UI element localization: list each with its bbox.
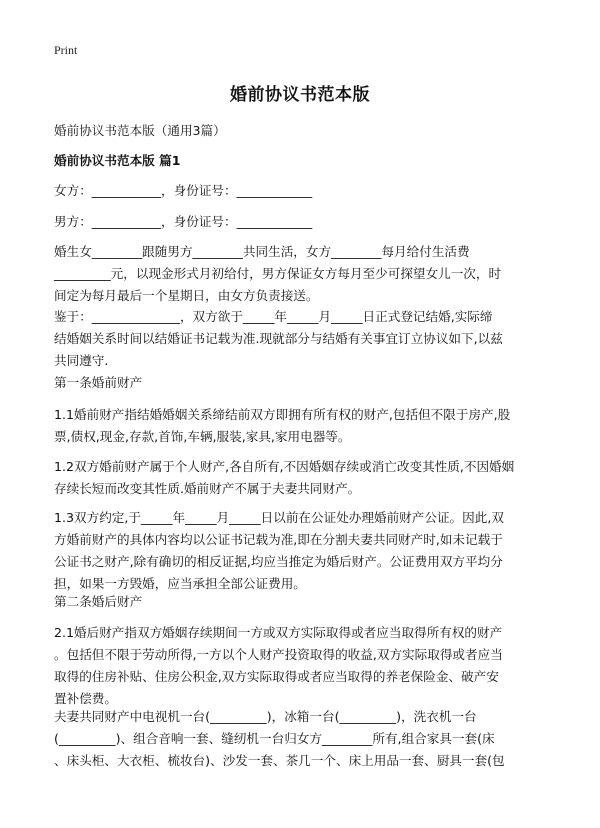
paragraph-joint-property: 夫妻共同财产中电视机一台(_________)，冰箱一台(_________)，洗衣机一台 (_________)、组合音响一套、缝纫机一台归女方________所有,组合家具一套(床 、床头柜、大衣柜、梳妆台)、沙发一套、茶几一个、床上用品一套、厨具一套(包 [54,709,505,768]
document-subtitle: 婚前协议书范本版（通用3篇） [54,123,226,138]
article-1-heading: 第一条婚前财产 [54,375,143,390]
female-party-line: 女方：___________，身份证号：____________ [54,183,313,198]
paragraph-1-2: 1.2双方婚前财产属于个人财产,各自所有,不因婚姻存续或消亡改变其性质,不因婚姻 存续长短而改变其性质.婚前财产不属于夫妻共同财产。 [54,459,515,496]
paragraph-preamble: 鉴于：______________，双方欲于_____年_____月_____日正式登记结婚,实际缔 结婚姻关系时间以结婚证书记载为准.现就部分与结婚有关事宜订立协议如下,以兹 共同遵守. [54,309,503,368]
male-party-line: 男方：___________，身份证号：____________ [54,214,313,229]
paragraph-custody: 婚生女________跟随男方________共同生活，女方________每月给付生活费 _________元，以现金形式月初给付，男方保证女方每月至少可探望女儿一次，时 间定为每月最后一个星期日，由女方负责接送。 [54,244,502,303]
article-2-heading: 第二条婚后财产 [54,594,143,609]
section-heading: 婚前协议书范本版 篇1 [54,153,181,168]
paragraph-2-1: 2.1婚后财产指双方婚姻存续期间一方或双方实际取得或者应当取得所有权的财产 。包括但不限于劳动所得,一方以个人财产投资取得的收益,双方实际取得或者应当 取得的住房补贴、住房公积金,双方实际取得或者应当取得的养老保险金、破产安 置补偿费。 [54,625,503,706]
paragraph-1-1: 1.1婚前财产指结婚婚姻关系缔结前双方即拥有所有权的财产,包括但不限于房产,股 票,债权,现金,存款,首饰,车辆,服装,家具,家用电器等。 [54,407,511,444]
page-title: 婚前协议书范本版 [230,85,370,105]
paragraph-1-3: 1.3双方约定,于_____年_____月_____日以前在公证处办理婚前财产公证。因此,双 方婚前财产的具体内容均以公证书记载为准,即在分割夫妻共同财产时,如未记载于 公证书之财产,除有确切的相反证据,均应当推定为婚后财产。公证费用双方平均分 担，如果一方毁婚，应当承担全部公证费用。 [54,510,504,591]
print-link[interactable]: Print [54,43,78,57]
